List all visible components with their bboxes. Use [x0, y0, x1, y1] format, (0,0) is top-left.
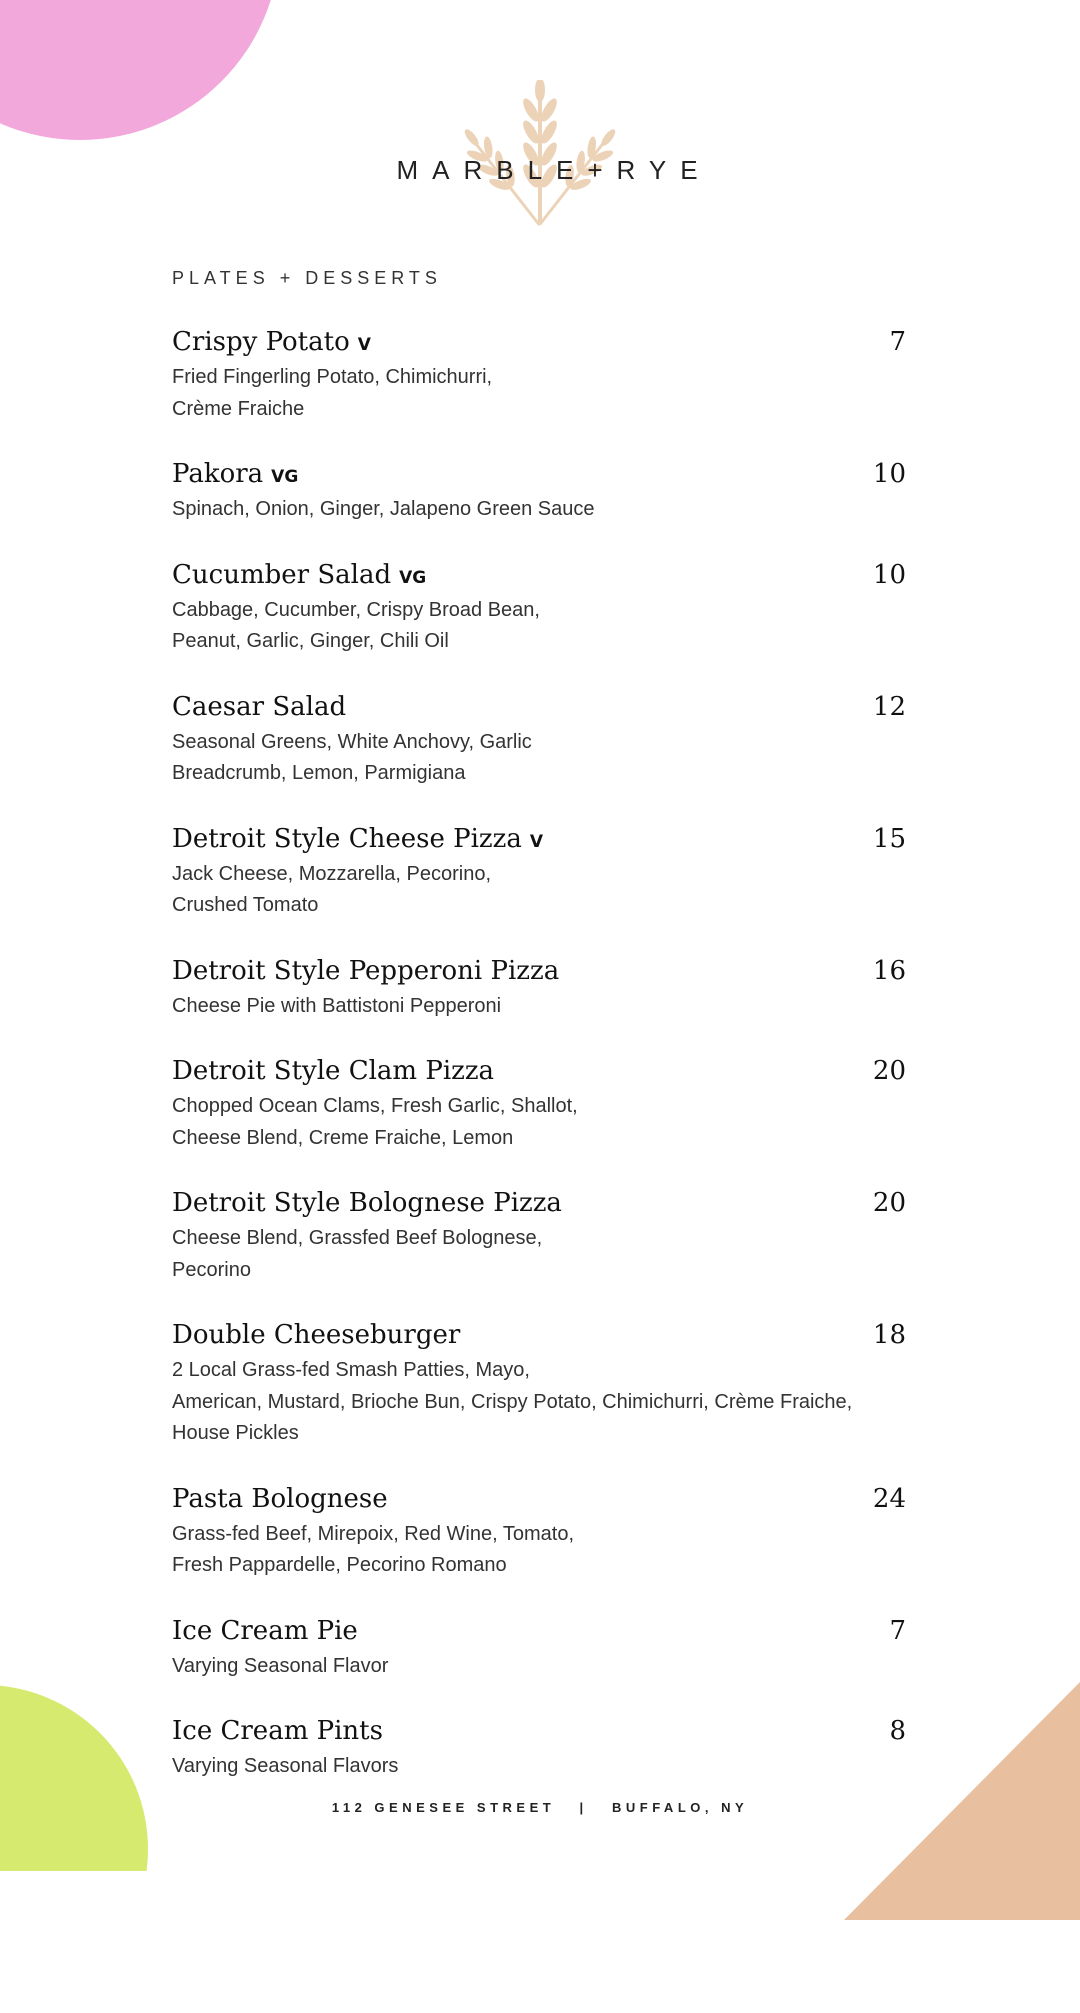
menu-item	[172, 1479, 906, 1582]
menu-item-description: Pecorino	[172, 1258, 251, 1281]
menu-item	[172, 1315, 906, 1450]
menu-item-header	[172, 1315, 906, 1355]
menu-item-description: Crushed Tomato	[172, 894, 319, 916]
menu-item	[172, 1183, 906, 1286]
green-corner-shape	[0, 1685, 148, 2013]
menu-item-description: Chopped Ocean Clams, Fresh Garlic, Shallot,	[172, 1095, 578, 1117]
menu-item-description: 2 Local Grass-fed Smash Patties, Mayo,	[172, 1359, 530, 1381]
menu-item-description: Grass-fed Beef, Mirepoix, Red Wine, Tomato,	[172, 1522, 575, 1545]
menu-item-name: Detroit Style Bolognese Pizza	[172, 1188, 562, 1218]
menu-item-description: Cheese Pie with Battistoni Pepperoni	[172, 994, 502, 1017]
dietary-tag: V	[357, 335, 371, 355]
menu-item	[172, 687, 906, 790]
menu-item-name: Detroit Style Cheese Pizza	[172, 823, 522, 854]
brand-name: MARBLE+RYE	[396, 155, 712, 185]
menu-item-price: 20	[872, 1056, 906, 1086]
menu-item-header	[172, 322, 906, 362]
menu-item-name: Crispy Potato	[172, 327, 350, 357]
menu-item-name: Pakora	[172, 459, 264, 489]
menu-item-description: Cheese Blend, Grassfed Beef Bolognese,	[172, 1227, 543, 1249]
menu-item	[172, 454, 906, 526]
menu-item-price: 10	[872, 559, 906, 590]
menu-item-price: 20	[872, 1188, 906, 1218]
menu-item-description: Peanut, Garlic, Ginger, Chili Oil	[172, 630, 449, 652]
menu-item	[172, 1611, 906, 1683]
menu-item-header	[172, 951, 906, 991]
menu-item-description: Varying Seasonal Flavors	[172, 1755, 399, 1777]
section-title: PLATES + DESSERTS	[172, 268, 442, 288]
menu-item-description: Seasonal Greens, White Anchovy, Garlic	[172, 730, 532, 753]
menu-item-name: Pasta Bolognese	[172, 1483, 388, 1514]
menu-item-name: Double Cheeseburger	[172, 1320, 461, 1350]
dietary-tag: VG	[399, 567, 427, 588]
menu-item-header	[172, 1051, 906, 1091]
menu-item-name: Ice Cream Pie	[172, 1615, 358, 1646]
menu-item-description: Fried Fingerling Potato, Chimichurri,	[172, 366, 493, 388]
menu-item	[172, 322, 906, 425]
menu-item-description: Fresh Pappardelle, Pecorino Romano	[172, 1554, 507, 1576]
menu-item-name: Detroit Style Pepperoni Pizza	[172, 955, 560, 986]
menu-item	[172, 555, 906, 658]
menu-item-header	[172, 1479, 906, 1519]
menu-item	[172, 951, 906, 1023]
menu-item-header	[172, 1711, 906, 1751]
footer-address: 112 GENESEE STREET | BUFFALO, NY	[331, 1800, 749, 1815]
menu-item-price: 18	[872, 1320, 906, 1350]
menu-item-name: Ice Cream Pints	[172, 1716, 383, 1746]
menu-item-name: Cucumber Salad	[172, 559, 392, 590]
menu-item	[172, 819, 906, 922]
menu-item-price: 7	[889, 327, 906, 357]
menu-list	[172, 322, 906, 1812]
dietary-tag: V	[529, 831, 543, 852]
menu-item-price: 8	[889, 1716, 906, 1746]
menu-item-description: Jack Cheese, Mozzarella, Pecorino,	[172, 862, 492, 885]
menu-item-price: 15	[872, 823, 906, 854]
menu-item	[172, 1711, 906, 1783]
menu-item-price: 12	[872, 691, 906, 722]
menu-item-header	[172, 687, 906, 727]
menu-item-description: Varying Seasonal Flavor	[172, 1654, 389, 1677]
menu-item-description: Crème Fraiche	[172, 397, 305, 420]
menu-item-description: Cabbage, Cucumber, Crispy Broad Bean,	[172, 598, 540, 621]
menu-item-description: Breadcrumb, Lemon, Parmigiana	[172, 762, 466, 784]
logo	[0, 80, 1080, 230]
menu-item-header	[172, 454, 906, 494]
menu-item-description: House Pickles	[172, 1422, 299, 1444]
menu-item-header	[172, 1611, 906, 1651]
menu-item	[172, 1051, 906, 1154]
menu-item-header	[172, 819, 906, 859]
menu-item-price: 10	[872, 459, 906, 489]
menu-item-price: 24	[872, 1483, 906, 1514]
menu-item-header	[172, 555, 906, 595]
menu-item-name: Caesar Salad	[172, 691, 347, 722]
menu-item-header	[172, 1183, 906, 1223]
menu-item-description: Spinach, Onion, Ginger, Jalapeno Green Sauce	[172, 498, 595, 520]
menu-item-name: Detroit Style Clam Pizza	[172, 1056, 495, 1086]
dietary-tag: VG	[271, 467, 299, 487]
menu-item-price: 7	[889, 1615, 906, 1646]
menu-item-description: American, Mustard, Brioche Bun, Crispy Potato, Chimichurri, Crème Fraiche,	[172, 1390, 853, 1413]
menu-item-description: Cheese Blend, Creme Fraiche, Lemon	[172, 1126, 514, 1149]
menu-item-price: 16	[872, 955, 906, 986]
